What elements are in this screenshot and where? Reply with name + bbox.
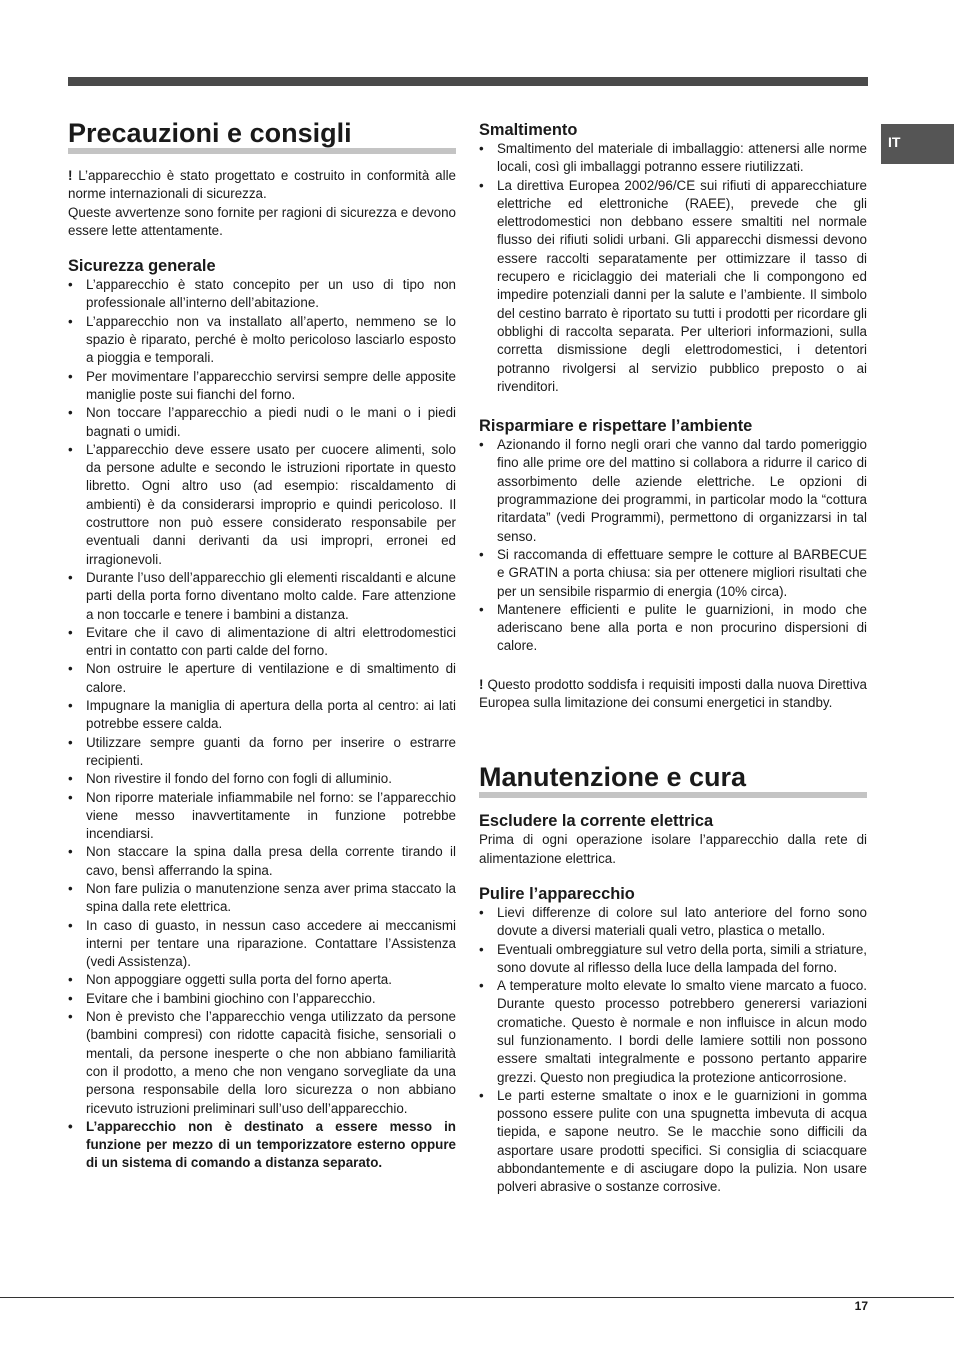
section-heading-smaltimento: Smaltimento: [479, 121, 578, 139]
list-item: • Eventuali ombreggiature sul vetro della porta, simili a striature, sono dovute al riflesso della luce della lampada del forno.: [479, 941, 867, 978]
list-item: • Non riporre materiale infiammabile nel forno: se l’apparecchio viene messo inavvertitamente in funzione potrebbe incendiarsi.: [68, 789, 456, 844]
list-item: • Non appoggiare oggetti sulla porta del forno aperta.: [68, 971, 456, 989]
list-item: • Non fare pulizia o manutenzione senza aver prima staccato la spina dalla rete elettrica.: [68, 880, 456, 917]
list-item: • Azionando il forno negli orari che vanno dal tardo pomeriggio fino alle prime ore del mattino si collabora a ridurre il carico di assorbimento delle aziende elettriche. Le opzioni di programmazione dei programmi, in particolar modo la “cottura ritardata” (vedi Programmi), permettono di organizzarsi in tal senso.: [479, 436, 867, 546]
section-heading-pulire: Pulire l’apparecchio: [479, 884, 635, 903]
list-item: • Non è previsto che l’apparecchio venga utilizzato da persone (bambini compresi) con ridotte capacità fisiche, sensoriali o mentali, da persone inesperte o che non abbiano familiarità con il prodotto, a meno che non vengano sorvegliate da una persona responsabile della loro sicurezza o non abbiano ricevuto istruzioni preliminari sull’uso dell’apparecchio.: [68, 1008, 456, 1118]
list-item: • Smaltimento del materiale di imballaggio: attenersi alle norme locali, così gli imballaggi potranno essere riutilizzati.: [479, 140, 867, 177]
list-item: • Durante l’uso dell’apparecchio gli elementi riscaldanti e alcune parti della porta forno diventano molto calde. Fare attenzione a non toccarle e tenere i bambini a distanza.: [68, 569, 456, 624]
page-number: 17: [854, 1299, 868, 1313]
list-item: • La direttiva Europea 2002/96/CE sui rifiuti di apparecchiature elettriche ed elettroniche (RAEE), prevede che gli elettrodomestici non debbano essere smaltiti nel normale flusso dei rifiuti solidi urbani. Gli apparecchi dismessi devono essere raccolti separatamente per ottimizzare il tasso di recupero e riciclaggio dei materiali che li compongono ed impedire potenziali danni per la salute e l’ambiente. Il simbolo del cestino barrato è riportato su tutti i prodotti per ricordare gli obblighi di raccolta separata. Per ulteriori informazioni, sulla corretta dismissione degli elettrodomestici, i detentori potranno rivolgersi al servizio pubblico preposto o ai rivenditori.: [479, 177, 867, 397]
list-item: • Lievi differenze di colore sul lato anteriore del forno sono dovute a diversi materiali quali vetro, plastica o metallo.: [479, 904, 867, 941]
pulire-list: [479, 904, 867, 1197]
warning-mark: !: [479, 676, 484, 692]
list-item: • Si raccomanda di effettuare sempre le cotture al BARBECUE e GRATIN a porta chiusa: sia per ottenere migliori risultati che per un sensibile risparmio di energia (10% circa).: [479, 546, 867, 601]
section-heading-risparmiare: Risparmiare e rispettare l’ambiente: [479, 417, 753, 436]
list-item: • A temperature molto elevate lo smalto viene marcato a fuoco. Durante questo processo potrebbero generersi variazioni cromatiche. Questo è normale e non influisce in alcun modo sul funzionamento. I bordi delle lamiere sottili non possono essere smaltati integralmente e possono pertanto apparire grezzi. Questo non pregiudica la protezione anticorrosione.: [479, 977, 867, 1087]
page-title: Precauzioni e consigli: [68, 112, 456, 154]
list-item: • Impugnare la maniglia di apertura della porta al centro: ai lati potrebbe essere calda.: [68, 697, 456, 734]
list-item: • Evitare che il cavo di alimentazione di altri elettrodomestici entri in contatto con parti calde del forno.: [68, 624, 456, 661]
section-title-manutenzione: Manutenzione e cura: [479, 756, 867, 798]
list-item: • L’apparecchio non va installato all’aperto, nemmeno se lo spazio è riparato, perché è molto pericoloso lasciarlo esposto a pioggia e temporali.: [68, 313, 456, 368]
energy-note: ! Questo prodotto soddisfa i requisiti imposti dalla nuova Direttiva Europea sulla limitazione dei consumi energetici in standby.: [479, 676, 867, 711]
list-item: • Per movimentare l’apparecchio servirsi sempre delle apposite maniglie poste sui fianchi del forno.: [68, 368, 456, 405]
list-item: • Mantenere efficienti e pulite le guarnizioni, in modo che aderiscano bene alla porta e non procurino dispersioni di calore.: [479, 601, 867, 656]
list-item: • L’apparecchio deve essere usato per cuocere alimenti, solo da persone adulte e secondo le istruzioni riportate in questo libretto. Ogni altro uso (ad esempio: riscaldamento di ambienti) è da considerarsi improprio e quindi pericoloso. Il costruttore non può essere considerato responsabile per eventuali danni derivanti da usi impropri, erronei ed irragionevoli.: [68, 441, 456, 569]
list-item: • Non toccare l’apparecchio a piedi nudi o le mani o i piedi bagnati o umidi.: [68, 404, 456, 441]
language-tab: IT: [881, 124, 954, 164]
warning-mark: !: [68, 168, 73, 183]
list-item: • Le parti esterne smaltate o inox e le guarnizioni in gomma possono essere pulite con una spugnetta imbevuta di acqua tiepida, e sapone neutro. Se le macchie sono difficili da asportare usare prodotti specifici. Si consiglia di sciacquare abbondantemente e di asciugare dopo la pulizia. Non usare polveri abrasive o sostanze corrosive.: [479, 1087, 867, 1197]
intro-paragraph-2: Queste avvertenze sono fornite per ragioni di sicurezza e devono essere lette attentamente.: [68, 204, 456, 238]
list-item: • Non staccare la spina dalla presa della corrente tirando il cavo, bensì afferrando la spina.: [68, 843, 456, 880]
intro-paragraph: ! L’apparecchio è stato progettato e costruito in conformità alle norme internazionali di sicurezza.: [68, 168, 456, 202]
smaltimento-list: [479, 140, 867, 396]
list-item-bold: • L’apparecchio non è destinato a essere messo in funzione per mezzo di un temporizzatore esterno oppure di un sistema di comando a distanza separato.: [68, 1118, 456, 1173]
list-item: • Evitare che i bambini giochino con l’apparecchio.: [68, 990, 456, 1008]
list-item: • Non rivestire il fondo del forno con fogli di alluminio.: [68, 770, 456, 788]
title-manutenzione: [479, 756, 867, 798]
right-column: [479, 120, 867, 1197]
left-column: [68, 112, 456, 1173]
section-heading-sicurezza: Sicurezza generale: [68, 257, 216, 276]
list-item: • Utilizzare sempre guanti da forno per inserire o estrarre recipienti.: [68, 734, 456, 771]
escludere-text: Prima di ogni operazione isolare l’apparecchio dalla rete di alimentazione elettrica.: [479, 832, 867, 866]
title-precauzioni: [68, 112, 456, 154]
list-item: • Non ostruire le aperture di ventilazione e di smaltimento di calore.: [68, 660, 456, 697]
footer-rule: [0, 1297, 954, 1298]
safety-list: [68, 276, 456, 1173]
header-bar: [68, 77, 868, 86]
risparmiare-list: [479, 436, 867, 656]
list-item: • L’apparecchio è stato concepito per un uso di tipo non professionale all’interno dell’abitazione.: [68, 276, 456, 313]
section-heading-escludere: Escludere la corrente elettrica: [479, 812, 714, 831]
list-item: • In caso di guasto, in nessun caso accedere ai meccanismi interni per tentare una riparazione. Contattare l’Assistenza (vedi Assistenza).: [68, 917, 456, 972]
